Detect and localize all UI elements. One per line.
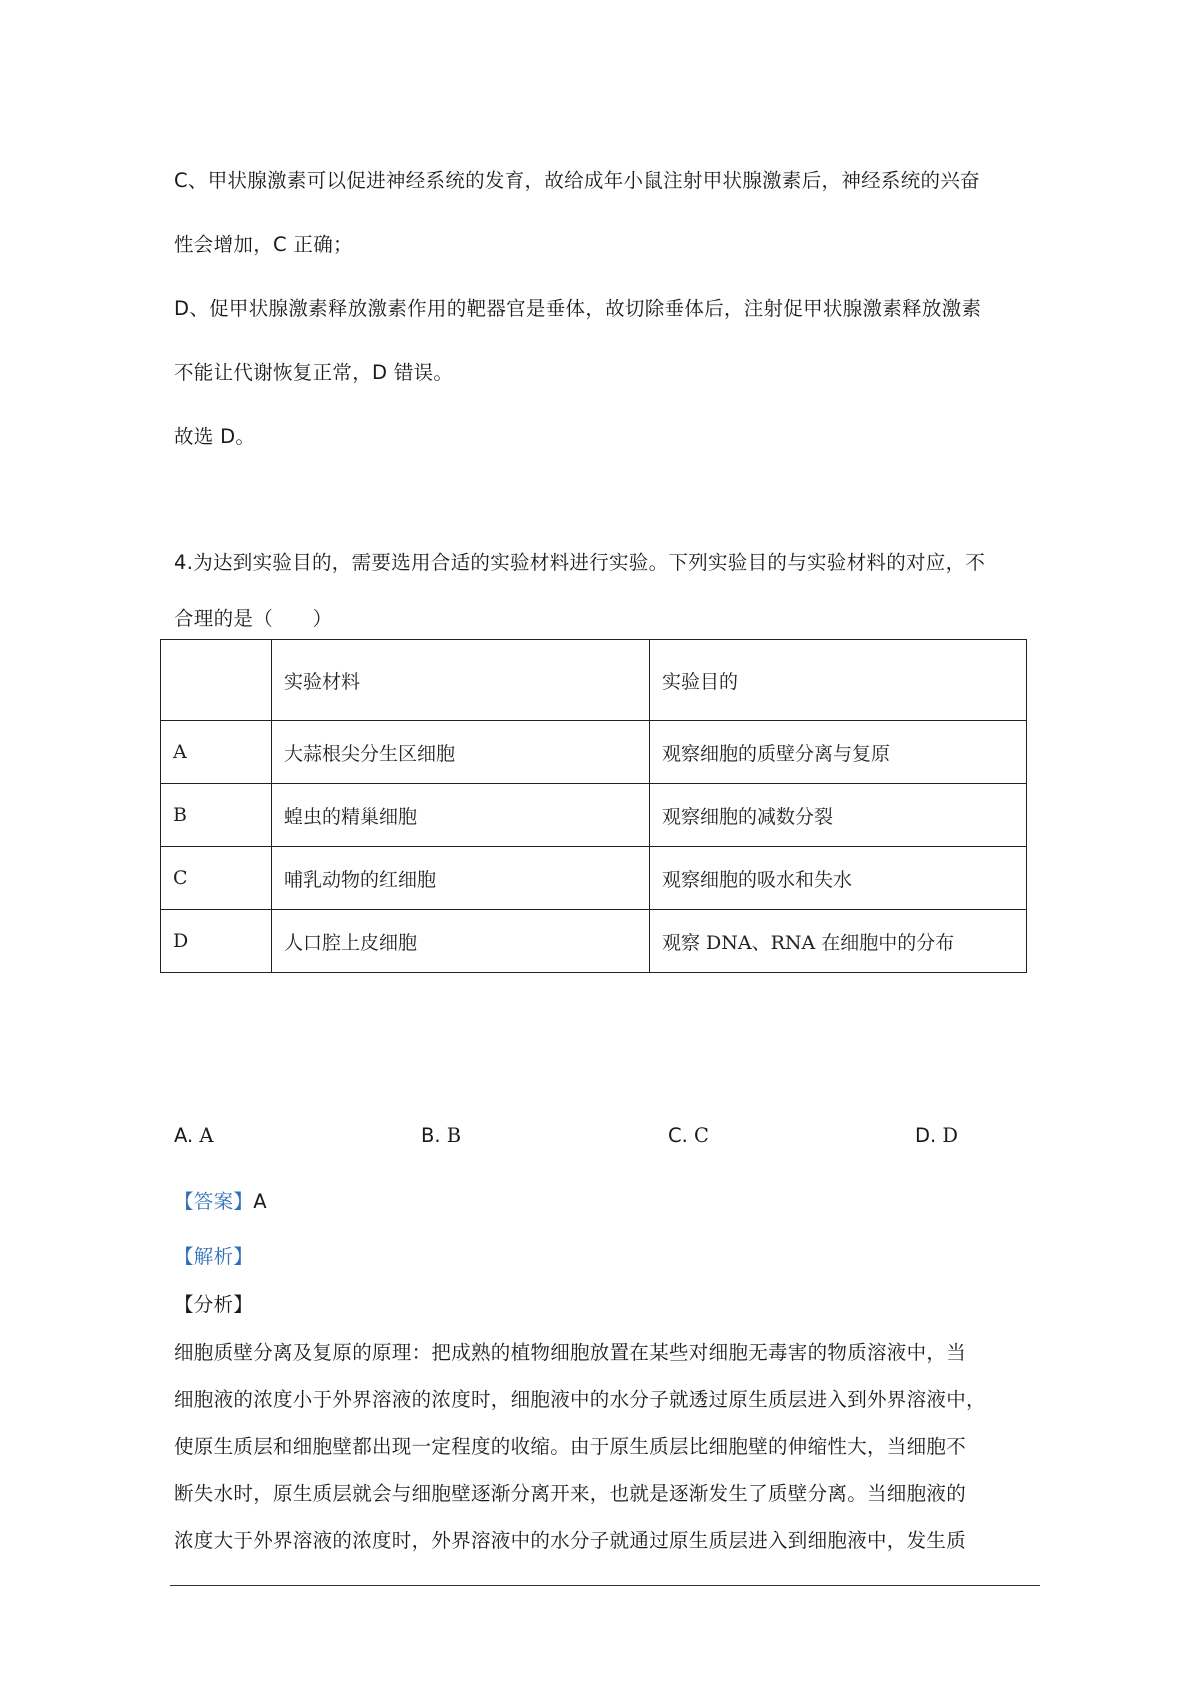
question-table	[160, 639, 1027, 973]
question-stem: 4.为达到实验目的，需要选用合适的实验材料进行实验。下列实验目的与实验材料的对应，不	[174, 551, 986, 574]
explanation-line-c-cont: 性会增加，C 正确；	[174, 233, 353, 256]
answer-tag: 【答案】	[174, 1190, 254, 1213]
paragraph-line: 浓度大于外界溶液的浓度时，外界溶液中的水分子就通过原生质层进入到细胞液中，发生质	[174, 1529, 967, 1552]
paragraph-line: 使原生质层和细胞壁都出现一定程度的收缩。由于原生质层比细胞壁的伸缩性大，当细胞不	[174, 1435, 967, 1458]
option-a	[174, 1124, 214, 1147]
option-b	[421, 1124, 461, 1147]
question-stem-cont: 合理的是（ ）	[174, 607, 333, 630]
explanation-line-c: C、甲状腺激素可以促进神经系统的发育，故给成年小鼠注射甲状腺激素后，神经系统的兴奋	[174, 169, 980, 192]
table-cell: 实验材料	[272, 640, 650, 721]
fenxi-tag: 【分析】	[174, 1293, 254, 1316]
table-cell: 观察 DNA、RNA 在细胞中的分布	[650, 910, 1027, 973]
table-cell: 哺乳动物的红细胞	[272, 847, 650, 910]
answer-line	[174, 1186, 267, 1214]
table-cell: 人口腔上皮细胞	[272, 910, 650, 973]
table-cell: 观察细胞的吸水和失水	[650, 847, 1027, 910]
table-cell: 实验目的	[650, 640, 1027, 721]
answer-value: A	[253, 1190, 267, 1213]
footer-divider	[170, 1585, 1040, 1586]
table-cell: B	[161, 784, 272, 847]
conclusion-line: 故选 D。	[174, 425, 256, 448]
table-cell: 观察细胞的质壁分离与复原	[650, 721, 1027, 784]
option-c-label: C.	[668, 1124, 688, 1147]
option-c-value: C	[694, 1124, 709, 1147]
table-row	[161, 910, 1027, 973]
table-cell: 蝗虫的精巢细胞	[272, 784, 650, 847]
table-row	[161, 721, 1027, 784]
table-cell: 观察细胞的减数分裂	[650, 784, 1027, 847]
paragraph-line: 断失水时，原生质层就会与细胞壁逐渐分离开来，也就是逐渐发生了质壁分离。当细胞液的	[174, 1482, 967, 1505]
table-header-row	[161, 640, 1027, 721]
option-d-label: D.	[915, 1124, 937, 1147]
explanation-line-d: D、促甲状腺激素释放激素作用的靶器官是垂体，故切除垂体后，注射促甲状腺激素释放激素	[174, 297, 982, 320]
paragraph-line: 细胞液的浓度小于外界溶液的浓度时，细胞液中的水分子就透过原生质层进入到外界溶液中，	[174, 1388, 986, 1411]
table-cell: 大蒜根尖分生区细胞	[272, 721, 650, 784]
option-a-label: A.	[174, 1124, 194, 1147]
option-b-label: B.	[421, 1124, 441, 1147]
table-cell: D	[161, 910, 272, 973]
option-a-value: A	[199, 1124, 214, 1147]
table-cell	[161, 640, 272, 721]
option-d-value: D	[942, 1124, 959, 1147]
option-b-value: B	[446, 1124, 462, 1147]
option-d	[915, 1124, 958, 1147]
table-row	[161, 847, 1027, 910]
paragraph-line: 细胞质壁分离及复原的原理：把成熟的植物细胞放置在某些对细胞无毒害的物质溶液中，当	[174, 1341, 967, 1364]
analysis-tag: 【解析】	[174, 1245, 254, 1268]
table-row	[161, 784, 1027, 847]
table-cell: C	[161, 847, 272, 910]
table-cell: A	[161, 721, 272, 784]
explanation-line-d-cont: 不能让代谢恢复正常，D 错误。	[174, 361, 454, 384]
option-c	[668, 1124, 709, 1147]
